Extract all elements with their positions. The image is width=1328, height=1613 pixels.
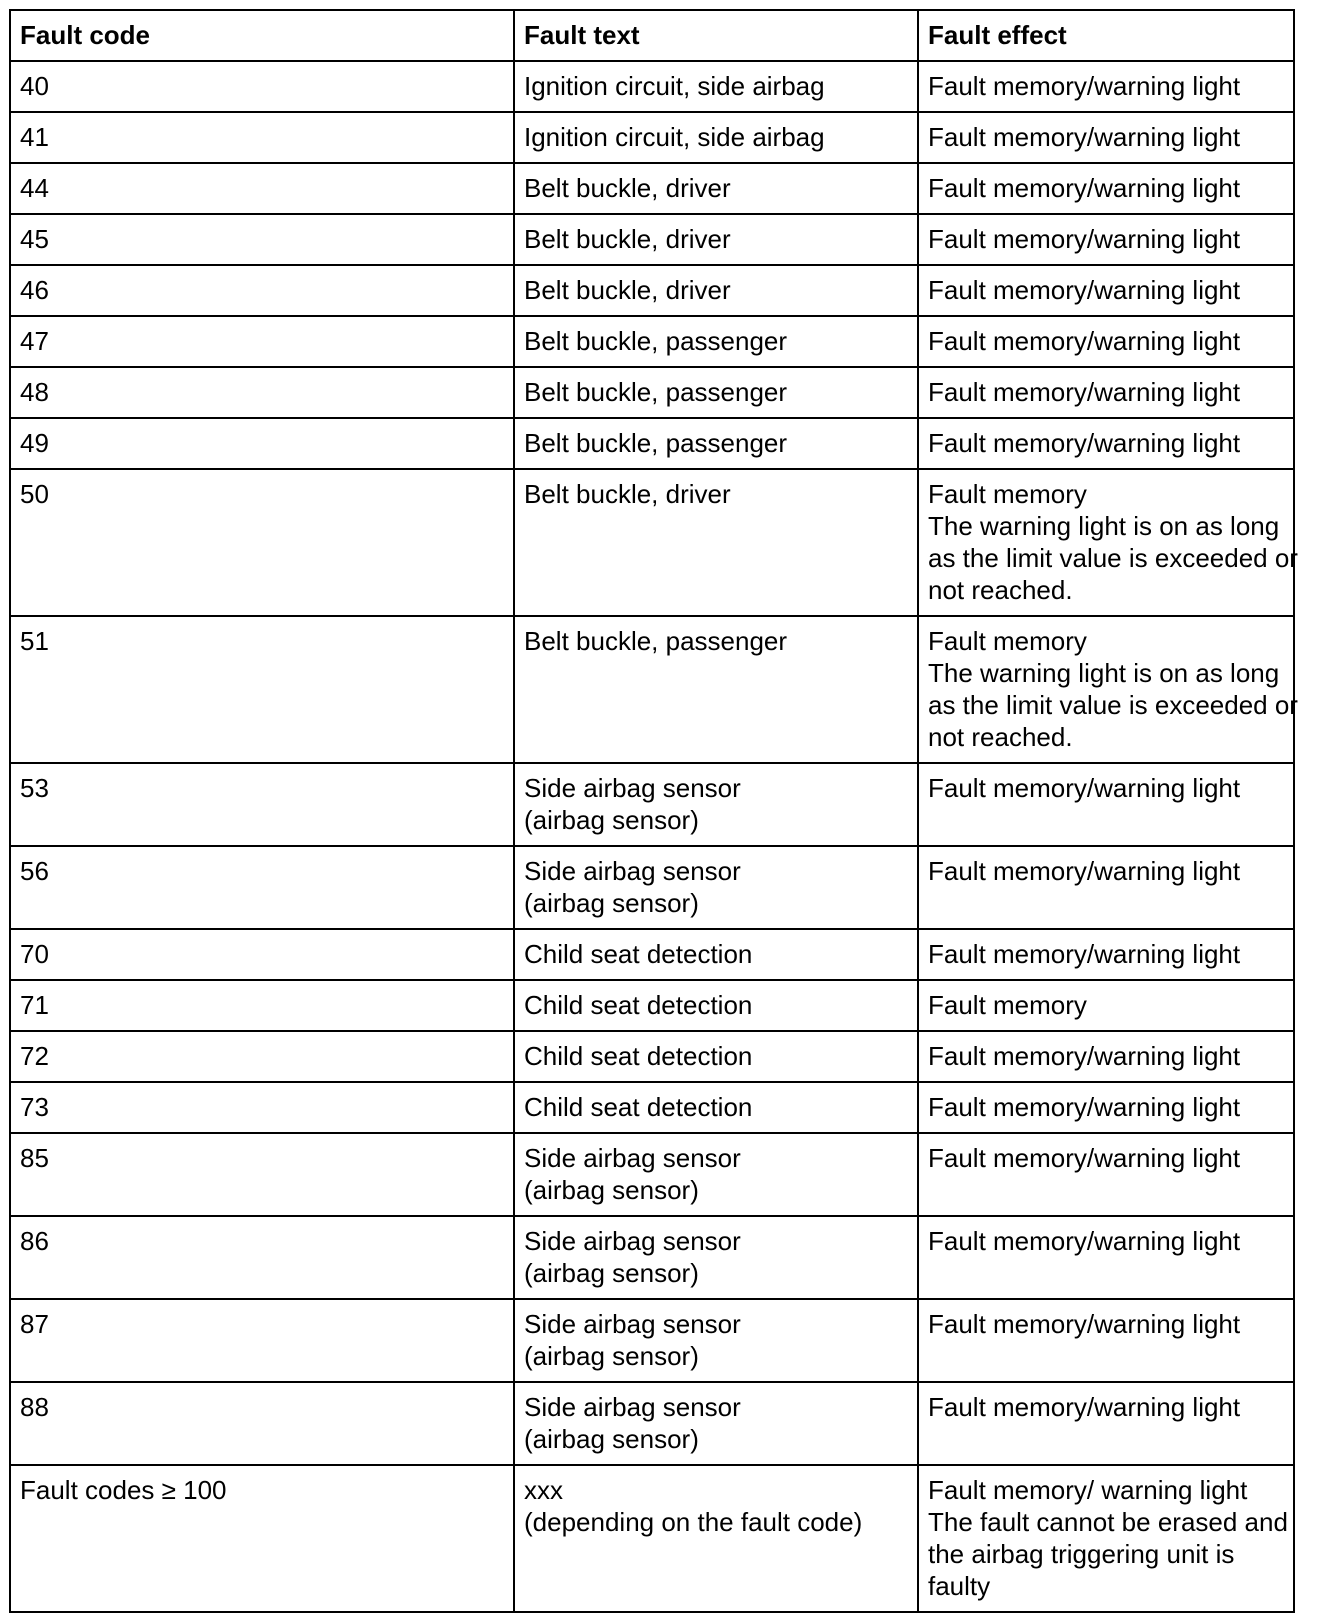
table-row <box>10 367 1294 418</box>
fault-text-line: Child seat detection <box>524 939 753 969</box>
fault-effect-cell <box>918 265 1294 316</box>
fault-text-cell <box>514 1299 918 1382</box>
fault-code-value: 71 <box>20 990 49 1020</box>
fault-effect-line: Fault memory/warning light <box>928 1092 1241 1122</box>
fault-effect-cell <box>918 616 1298 763</box>
table-row <box>10 1031 1294 1082</box>
table-row <box>10 1133 1294 1216</box>
fault-code-cell <box>10 1133 514 1216</box>
fault-text-line: Belt buckle, driver <box>524 479 731 509</box>
fault-text-line: Ignition circuit, side airbag <box>524 122 825 152</box>
fault-effect-line: Fault memory/warning light <box>928 122 1241 152</box>
fault-code-value: 51 <box>20 626 49 656</box>
table-row <box>10 929 1294 980</box>
fault-text-cell <box>514 1082 918 1133</box>
fault-code-value: 40 <box>20 71 49 101</box>
fault-effect-cell <box>918 846 1294 929</box>
header-fault-effect: Fault effect <box>918 10 1294 61</box>
fault-effect-cell <box>918 1216 1294 1299</box>
fault-effect-line: Fault memory/warning light <box>928 856 1241 886</box>
table-row <box>10 1299 1294 1382</box>
fault-text-line: Side airbag sensor <box>524 1226 741 1256</box>
table-row <box>10 61 1294 112</box>
fault-effect-cell <box>918 418 1294 469</box>
table-row <box>10 265 1294 316</box>
fault-code-value: 47 <box>20 326 49 356</box>
fault-code-cell <box>10 1382 514 1465</box>
table-row <box>10 316 1294 367</box>
fault-effect-line: Fault memory <box>928 626 1087 656</box>
fault-text-line: (depending on the fault code) <box>524 1507 863 1537</box>
fault-effect-line: Fault memory/warning light <box>928 71 1241 101</box>
fault-effect-line: as the limit value is exceeded or <box>928 543 1298 573</box>
table-row <box>10 1082 1294 1133</box>
fault-text-cell <box>514 980 918 1031</box>
fault-text-line: (airbag sensor) <box>524 888 699 918</box>
fault-text-cell <box>514 1465 918 1612</box>
fault-text-cell <box>514 316 918 367</box>
fault-text-line: (airbag sensor) <box>524 1341 699 1371</box>
fault-effect-line: Fault memory <box>928 479 1087 509</box>
fault-effect-cell <box>918 469 1298 616</box>
fault-code-cell <box>10 1216 514 1299</box>
fault-effect-cell <box>918 1299 1294 1382</box>
fault-text-line: (airbag sensor) <box>524 1424 699 1454</box>
fault-effect-line: The warning light is on as long <box>928 511 1280 541</box>
fault-text-line: Child seat detection <box>524 1041 753 1071</box>
fault-effect-line: Fault memory/warning light <box>928 377 1241 407</box>
fault-text-cell <box>514 929 918 980</box>
fault-effect-cell <box>918 1133 1294 1216</box>
fault-code-value: 73 <box>20 1092 49 1122</box>
fault-text-cell <box>514 763 918 846</box>
fault-code-cell <box>10 1031 514 1082</box>
fault-code-cell <box>10 61 514 112</box>
fault-text-line: Belt buckle, driver <box>524 275 731 305</box>
fault-effect-cell <box>918 61 1294 112</box>
fault-effect-line: The fault cannot be erased and <box>928 1507 1288 1537</box>
fault-code-value: 86 <box>20 1226 49 1256</box>
fault-code-cell <box>10 469 514 616</box>
fault-effect-line: The warning light is on as long <box>928 658 1280 688</box>
fault-text-line: Side airbag sensor <box>524 1143 741 1173</box>
fault-text-line: Belt buckle, driver <box>524 173 731 203</box>
header-fault-code: Fault code <box>10 10 514 61</box>
fault-text-cell <box>514 1031 918 1082</box>
fault-code-value: 87 <box>20 1309 49 1339</box>
fault-text-line: Belt buckle, passenger <box>524 626 788 656</box>
fault-effect-line: not reached. <box>928 575 1073 605</box>
table-row <box>10 214 1294 265</box>
fault-code-cell <box>10 367 514 418</box>
fault-effect-line: Fault memory/warning light <box>928 326 1241 356</box>
fault-text-line: Ignition circuit, side airbag <box>524 71 825 101</box>
fault-effect-cell <box>918 367 1294 418</box>
table-row <box>10 163 1294 214</box>
table-row <box>10 846 1294 929</box>
fault-code-value: Fault codes ≥ 100 <box>20 1475 227 1505</box>
fault-effect-cell <box>918 1031 1294 1082</box>
fault-text-cell <box>514 469 918 616</box>
fault-text-line: (airbag sensor) <box>524 1258 699 1288</box>
fault-text-cell <box>514 163 918 214</box>
table-row <box>10 763 1294 846</box>
fault-code-cell <box>10 980 514 1031</box>
fault-code-value: 70 <box>20 939 49 969</box>
fault-code-cell <box>10 316 514 367</box>
fault-effect-line: Fault memory/warning light <box>928 428 1241 458</box>
fault-effect-line: Fault memory/warning light <box>928 1226 1241 1256</box>
fault-effect-line: Fault memory/warning light <box>928 1143 1241 1173</box>
table-row <box>10 1465 1294 1612</box>
fault-code-value: 72 <box>20 1041 49 1071</box>
fault-code-value: 85 <box>20 1143 49 1173</box>
fault-effect-cell <box>918 1082 1294 1133</box>
fault-effect-line: Fault memory <box>928 990 1087 1020</box>
fault-text-cell <box>514 1216 918 1299</box>
table-row <box>10 418 1294 469</box>
fault-text-cell <box>514 846 918 929</box>
fault-code-value: 53 <box>20 773 49 803</box>
fault-code-value: 88 <box>20 1392 49 1422</box>
fault-code-cell <box>10 265 514 316</box>
fault-effect-line: Fault memory/warning light <box>928 224 1241 254</box>
fault-text-line: (airbag sensor) <box>524 805 699 835</box>
fault-effect-line: Fault memory/warning light <box>928 1309 1241 1339</box>
fault-code-cell <box>10 1465 514 1612</box>
fault-effect-line: as the limit value is exceeded or <box>928 690 1298 720</box>
fault-code-cell <box>10 763 514 846</box>
fault-code-value: 41 <box>20 122 49 152</box>
table-row <box>10 469 1294 616</box>
fault-code-value: 46 <box>20 275 49 305</box>
fault-code-cell <box>10 616 514 763</box>
fault-effect-line: Fault memory/warning light <box>928 939 1241 969</box>
fault-text-cell <box>514 61 918 112</box>
fault-text-line: Side airbag sensor <box>524 1392 741 1422</box>
fault-text-cell <box>514 265 918 316</box>
fault-text-line: Belt buckle, passenger <box>524 377 788 407</box>
table-row <box>10 1216 1294 1299</box>
fault-code-value: 45 <box>20 224 49 254</box>
fault-effect-line: the airbag triggering unit is <box>928 1539 1235 1569</box>
fault-code-cell <box>10 846 514 929</box>
fault-effect-cell <box>918 763 1294 846</box>
fault-text-line: Belt buckle, passenger <box>524 326 788 356</box>
fault-code-cell <box>10 418 514 469</box>
fault-text-line: Child seat detection <box>524 1092 753 1122</box>
table-row <box>10 980 1294 1031</box>
fault-effect-cell <box>918 214 1294 265</box>
fault-text-cell <box>514 112 918 163</box>
fault-effect-cell <box>918 929 1294 980</box>
fault-effect-line: Fault memory/warning light <box>928 1041 1241 1071</box>
fault-text-line: Child seat detection <box>524 990 753 1020</box>
fault-code-table <box>9 9 1298 1613</box>
fault-text-cell <box>514 367 918 418</box>
fault-effect-line: Fault memory/warning light <box>928 275 1241 305</box>
fault-text-cell <box>514 1133 918 1216</box>
fault-code-cell <box>10 1082 514 1133</box>
fault-text-line: Side airbag sensor <box>524 773 741 803</box>
fault-text-cell <box>514 214 918 265</box>
fault-code-value: 48 <box>20 377 49 407</box>
table-row <box>10 112 1294 163</box>
fault-text-cell <box>514 1382 918 1465</box>
fault-text-line: Belt buckle, passenger <box>524 428 788 458</box>
fault-code-value: 44 <box>20 173 49 203</box>
fault-code-value: 56 <box>20 856 49 886</box>
table-body <box>10 61 1298 1612</box>
fault-text-line: Side airbag sensor <box>524 856 741 886</box>
fault-text-line: Belt buckle, driver <box>524 224 731 254</box>
fault-effect-line: Fault memory/warning light <box>928 1392 1241 1422</box>
fault-effect-cell <box>918 316 1294 367</box>
fault-code-value: 49 <box>20 428 49 458</box>
fault-text-cell <box>514 616 918 763</box>
fault-text-cell <box>514 418 918 469</box>
header-fault-text: Fault text <box>514 10 918 61</box>
table-header-row <box>10 10 1294 61</box>
fault-text-line: xxx <box>524 1475 563 1505</box>
fault-effect-line: faulty <box>928 1571 991 1601</box>
fault-effect-cell <box>918 163 1294 214</box>
fault-effect-cell <box>918 1465 1294 1612</box>
fault-code-cell <box>10 929 514 980</box>
fault-text-line: Side airbag sensor <box>524 1309 741 1339</box>
fault-code-value: 50 <box>20 479 49 509</box>
fault-code-cell <box>10 112 514 163</box>
table-row <box>10 616 1294 763</box>
fault-code-cell <box>10 163 514 214</box>
fault-code-cell <box>10 1299 514 1382</box>
fault-effect-line: not reached. <box>928 722 1073 752</box>
fault-code-cell <box>10 214 514 265</box>
fault-effect-line: Fault memory/ warning light <box>928 1475 1248 1505</box>
fault-effect-line: Fault memory/warning light <box>928 173 1241 203</box>
fault-text-line: (airbag sensor) <box>524 1175 699 1205</box>
fault-effect-cell <box>918 112 1294 163</box>
fault-effect-cell <box>918 980 1294 1031</box>
fault-effect-line: Fault memory/warning light <box>928 773 1241 803</box>
table-row <box>10 1382 1294 1465</box>
fault-effect-cell <box>918 1382 1294 1465</box>
